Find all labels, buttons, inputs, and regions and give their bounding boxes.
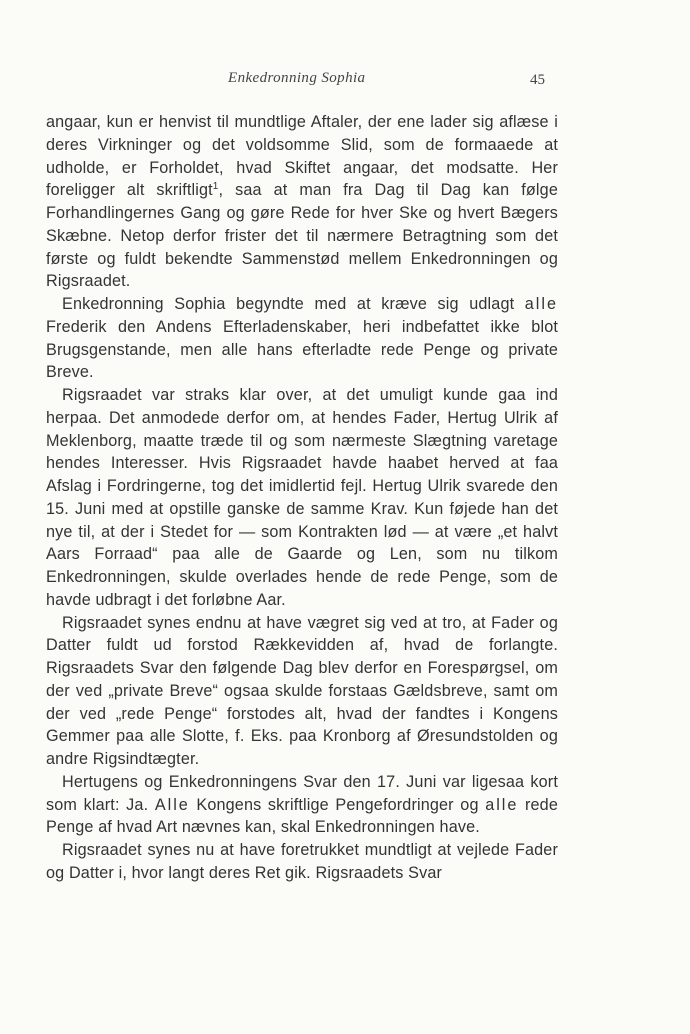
paragraph-1-text: angaar, kun er henvist til mundtlige Aftaler, der ene lader sig aflæse i deres Virkninger og det voldsomme Slid, som de formaaede at udholde, er Forholdet, hvad Skiftet angaar, det modsatte. Her foreligger alt skriftligt <box>46 113 558 200</box>
paragraph-1 <box>46 111 558 293</box>
paragraph-1-text-rest: , saa at man fra Dag til Dag kan følge Forhandlingernes Gang og gøre Rede for hver Ske og hvert Bægers Skæbne. Netop derfor frister det til nærmere Betragtning som det første og fuldt bekendte Sammenstød mellem Enkedronningen og Rigsraadet. <box>46 181 558 291</box>
paragraph-3: Rigsraadet var straks klar over, at det umuligt kunde gaa ind herpaa. Det anmodede derfor om, at hendes Fader, Hertug Ulrik af Meklenborg, maatte træde til og som nærmeste Slægtning varetage hendes Interesser. Hvis Rigsraadet havde haabet herved at faa Afslag i Fordringerne, tog det imidlertid fejl. Hertug Ulrik svarede den 15. Juni med at opstille ganske de samme Krav. Kun føjede han det nye til, at der i Stedet for — som Kontrakten lød — at være „et halvt Aars Forraad“ paa alle de Gaarde og Len, som nu tilkom Enkedronningen, skulde overlades hende de rede Penge, som de havde udbragt i det forløbne Aar. <box>46 386 558 609</box>
body-text <box>46 111 558 885</box>
footnote-marker: 1 <box>212 181 219 193</box>
spaced-emphasis: Alle <box>154 795 190 814</box>
paragraph-5-text-c: rede Penge af hvad Art nævnes kan, skal Enkedronningen have. <box>46 795 558 837</box>
paragraph-2-text-a: Enkedronning Sophia begyndte med at kræve sig udlagt <box>62 295 525 313</box>
paragraph-2-text-b: Frederik den Andens Efterladenskaber, heri indbefattet ikke blot Brugsgenstande, men alle hans efterladte rede Penge og private Breve. <box>46 317 558 382</box>
paragraph-5-text-b: Kongens skriftlige Pengefordringer og <box>189 795 486 814</box>
running-header <box>0 70 690 94</box>
paragraph-2 <box>46 293 558 384</box>
paragraph-6: Rigsraadet synes nu at have foretrukket mundtligt at vejlede Fader og Datter i, hvor langt deres Ret gik. Rigsraadets Svar <box>46 841 558 882</box>
running-title: Enkedronning Sophia <box>228 70 366 86</box>
paragraph-5-text-a: Hertugens og Enkedronningens Svar den 17. Juni var ligesaa kort som klart: Ja. <box>46 772 558 814</box>
paragraph-4: Rigsraadet synes endnu at have vægret sig ved at tro, at Fader og Datter fuldt ud forstod Rækkevidden af, hvad de forlangte. Rigsraadets Svar den følgende Dag blev derfor en Forespørgsel, om der ved „private Breve“ ogsaa skulde forstaas Gældsbreve, samt om der ved „rede Penge“ forstodes alt, hvad der fandtes i Kongens Gemmer paa alle Slotte, f. Eks. paa Kronborg af Øresundstolden og andre Rigsindtægter. <box>46 613 558 768</box>
spaced-emphasis: alle <box>485 795 519 814</box>
page-number: 45 <box>530 72 545 88</box>
spaced-emphasis: alle <box>524 295 558 313</box>
paragraph-5 <box>46 771 558 839</box>
